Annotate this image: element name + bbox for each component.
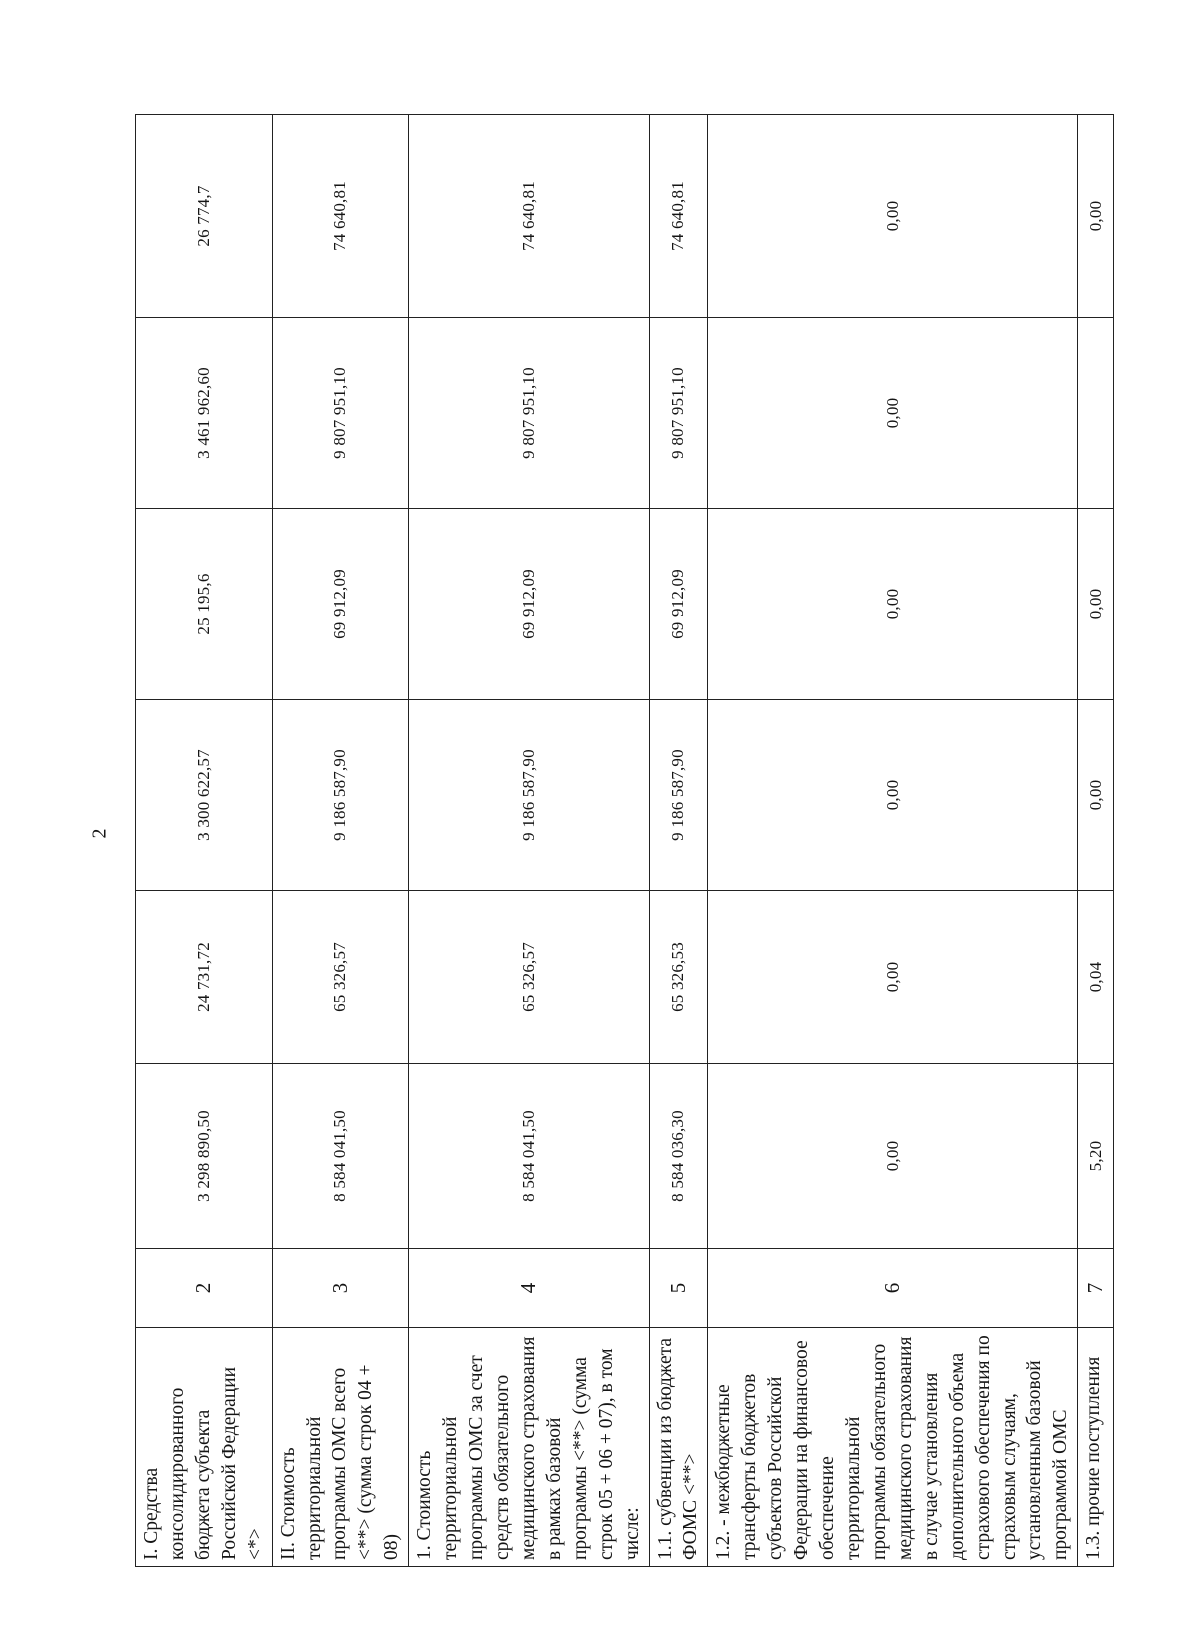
table-cell: 65 326,57 — [409, 891, 649, 1064]
table-cell: 9 807 951,10 — [409, 318, 649, 509]
table-cell: 3 298 890,50 — [136, 1064, 273, 1249]
table-row — [649, 115, 708, 1567]
table-cell: 8 584 041,50 — [409, 1064, 649, 1249]
row-label: 1.1. субвенции из бюджета ФОМС <**> — [649, 1328, 708, 1567]
table-row — [136, 115, 273, 1567]
page-number: 2 — [88, 828, 111, 839]
table-cell: 5,20 — [1078, 1064, 1114, 1249]
finance-table-rotated — [135, 115, 1107, 1567]
table-cell: 0,00 — [708, 509, 1078, 700]
table-cell: 74 640,81 — [272, 115, 409, 318]
table-cell: 25 195,6 — [136, 509, 273, 700]
table-cell: 9 186 587,90 — [409, 700, 649, 891]
finance-table-container — [135, 115, 1107, 1567]
table-cell: 0,00 — [1078, 115, 1114, 318]
table-cell: 65 326,57 — [272, 891, 409, 1064]
row-label: 1. Стоимость территориальной программы ОМС за счет средств обязательного медицинского страхования в рамках базовой программы <**> (сумма строк 05 + 06 + 07), в том числе: — [409, 1328, 649, 1567]
table-cell: 69 912,09 — [649, 509, 708, 700]
row-label: 1.2. - межбюджетные трансферты бюджетов субъектов Российской Федерации на финансовое обеспечение территориальной программы обязательного медицинского страхования в случае установления дополнительного объема страхового обеспечения по страховым случаям, установленным базовой программой ОМС — [708, 1328, 1078, 1567]
table-cell: 0,00 — [1078, 700, 1114, 891]
row-code: 7 — [1078, 1249, 1114, 1328]
table-cell — [1078, 318, 1114, 509]
table-cell: 8 584 036,30 — [649, 1064, 708, 1249]
row-code: 6 — [708, 1249, 1078, 1328]
row-code: 3 — [272, 1249, 409, 1328]
table-row — [708, 115, 1078, 1567]
table-cell: 0,00 — [708, 115, 1078, 318]
table-cell: 74 640,81 — [649, 115, 708, 318]
table-cell: 8 584 041,50 — [272, 1064, 409, 1249]
table-cell: 9 807 951,10 — [649, 318, 708, 509]
table-cell: 0,00 — [708, 1064, 1078, 1249]
table-cell: 0,04 — [1078, 891, 1114, 1064]
table-cell: 0,00 — [1078, 509, 1114, 700]
table-cell: 3 300 622,57 — [136, 700, 273, 891]
table-row — [1078, 115, 1114, 1567]
table-cell: 24 731,72 — [136, 891, 273, 1064]
table-row — [272, 115, 409, 1567]
table-cell: 0,00 — [708, 318, 1078, 509]
table-cell: 9 186 587,90 — [272, 700, 409, 891]
table-cell: 74 640,81 — [409, 115, 649, 318]
table-cell: 9 807 951,10 — [272, 318, 409, 509]
row-label: 1.3. прочие поступления — [1078, 1328, 1114, 1567]
row-code: 5 — [649, 1249, 708, 1328]
finance-table — [135, 114, 1114, 1567]
row-code: 4 — [409, 1249, 649, 1328]
table-cell: 0,00 — [708, 891, 1078, 1064]
table-cell: 69 912,09 — [272, 509, 409, 700]
table-cell: 69 912,09 — [409, 509, 649, 700]
row-code: 2 — [136, 1249, 273, 1328]
table-cell: 26 774,7 — [136, 115, 273, 318]
row-label: II. Стоимость территориальной программы ОМС всего <**> (сумма строк 04 + 08) — [272, 1328, 409, 1567]
table-row — [409, 115, 649, 1567]
table-cell: 0,00 — [708, 700, 1078, 891]
row-label: I. Средства консолидированного бюджета субъекта Российской Федерации <*> — [136, 1328, 273, 1567]
table-cell: 65 326,53 — [649, 891, 708, 1064]
table-cell: 9 186 587,90 — [649, 700, 708, 891]
table-cell: 3 461 962,60 — [136, 318, 273, 509]
